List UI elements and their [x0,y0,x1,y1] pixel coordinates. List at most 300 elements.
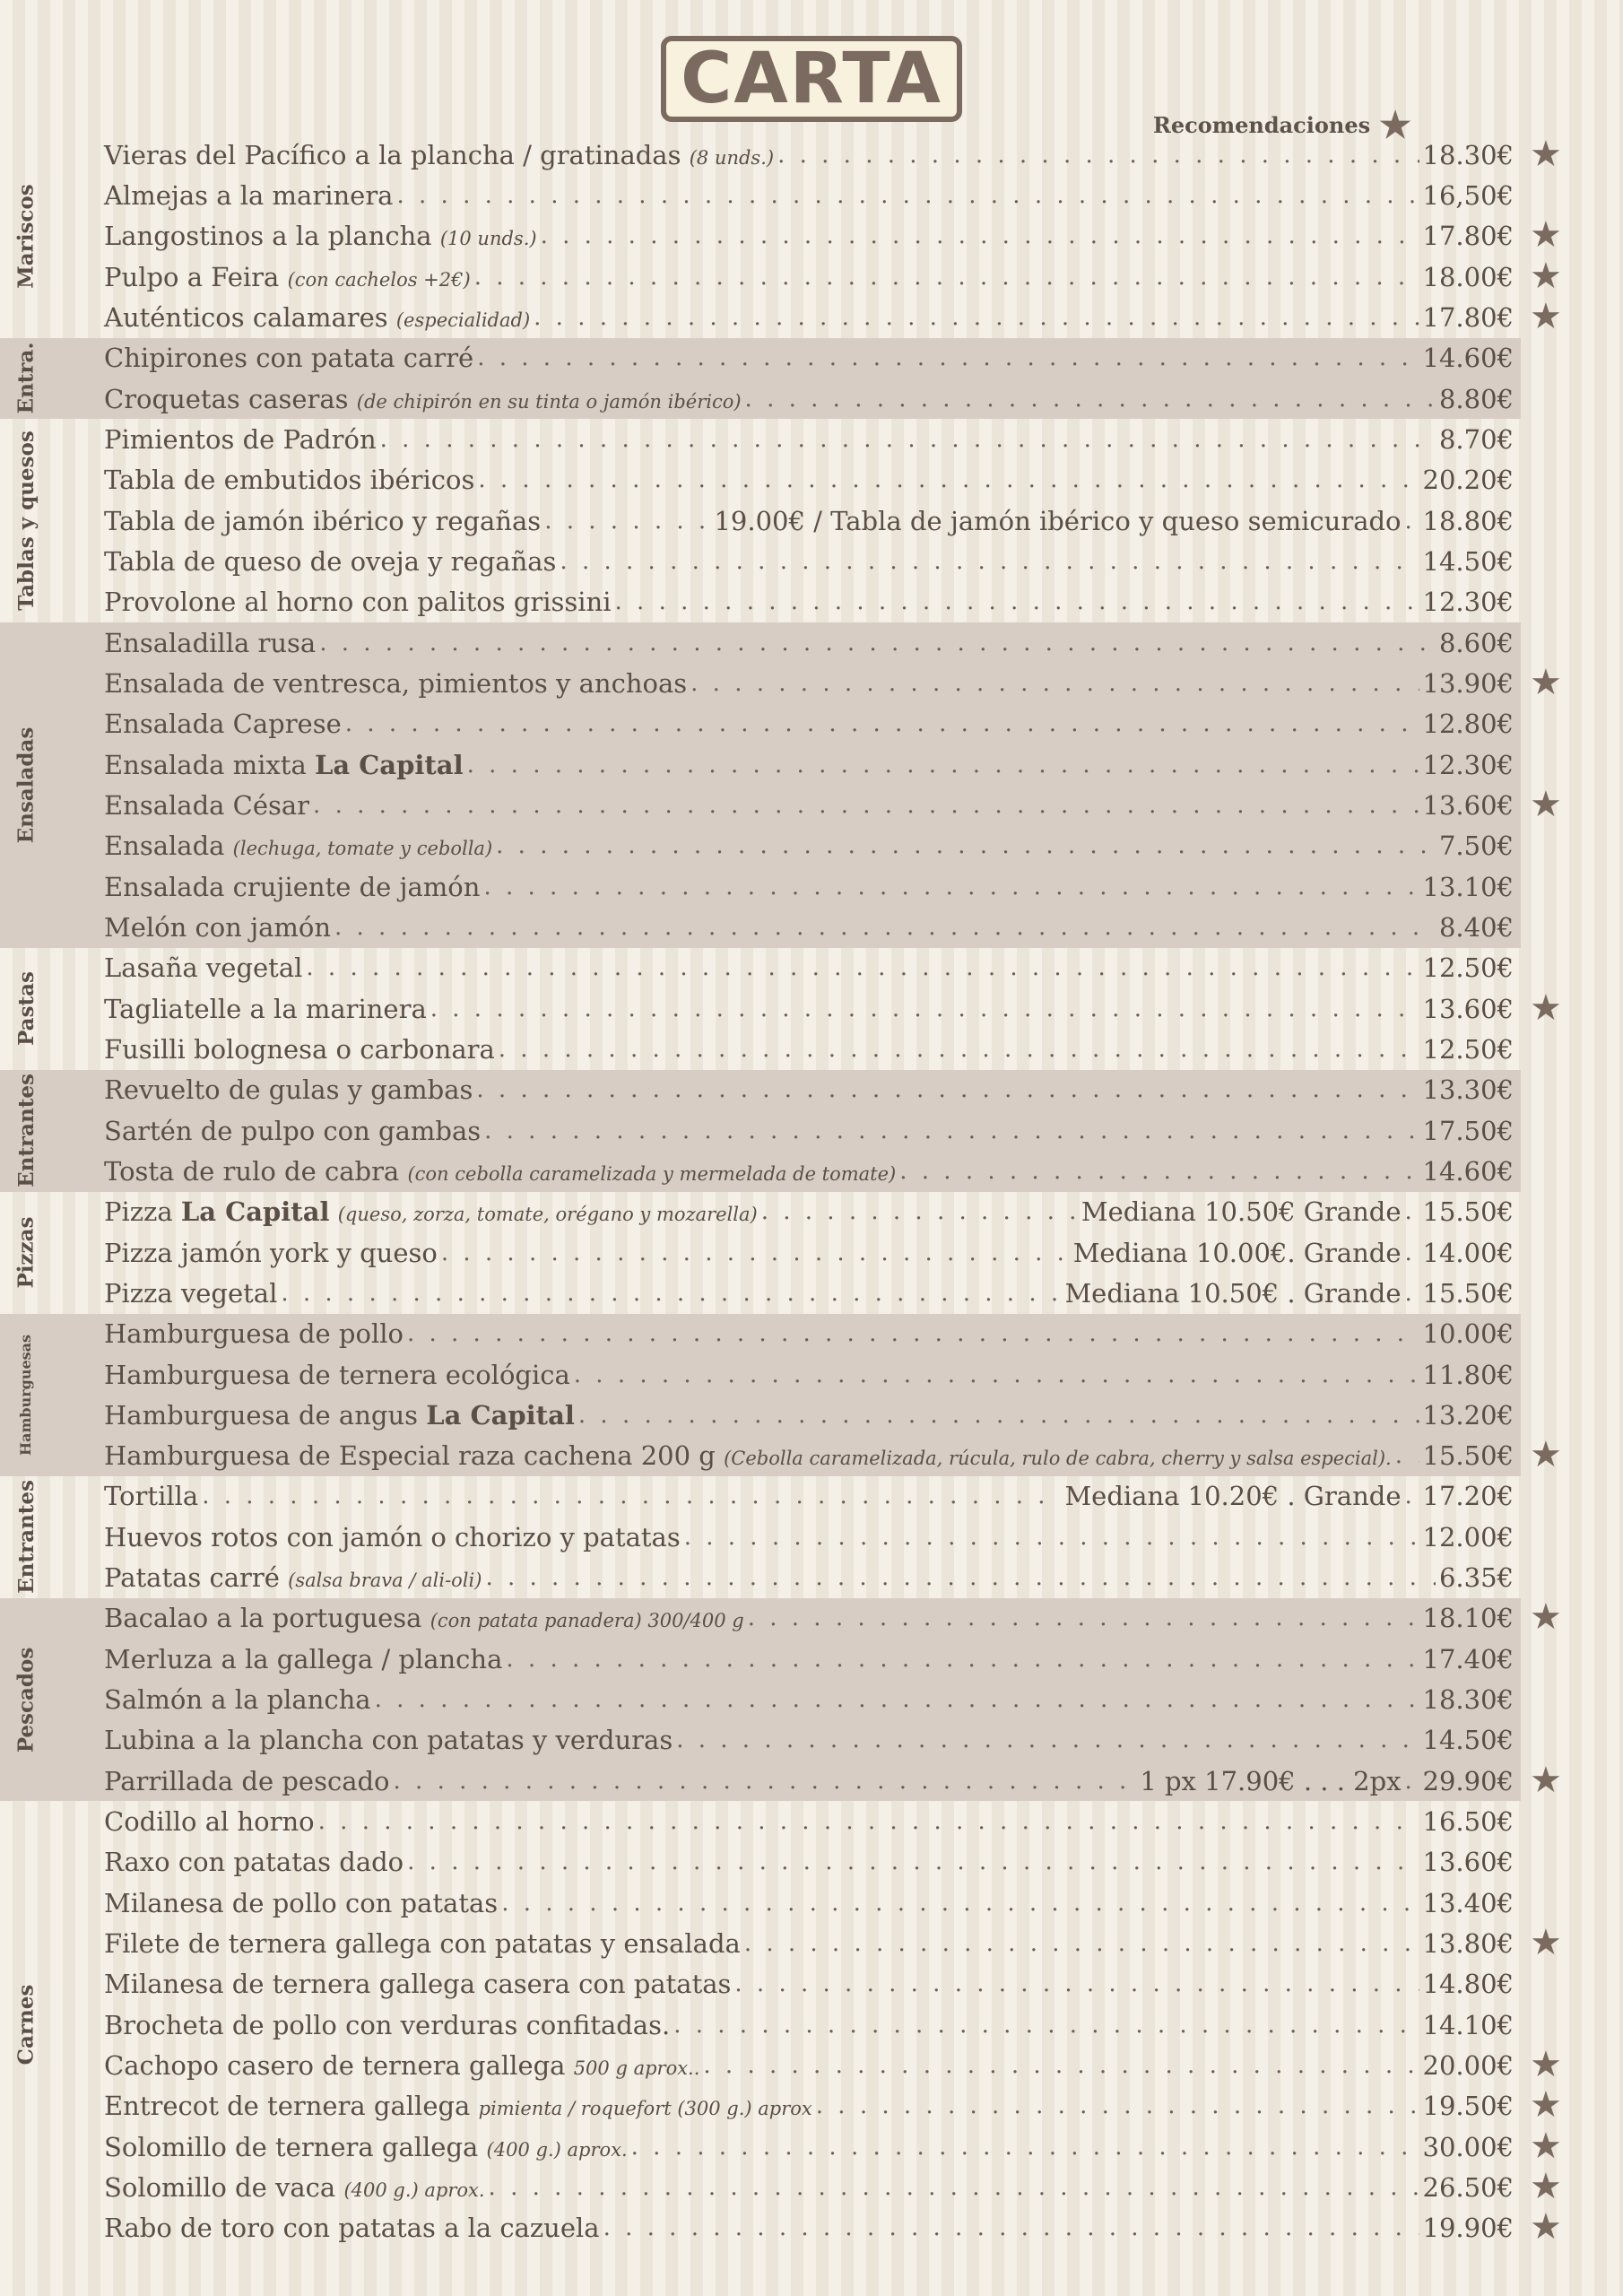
item-name [104,2091,812,2121]
item-name [104,1684,371,1715]
item-name [104,180,393,211]
item-price: 14.50€ [1422,1725,1514,1756]
recommendations-label: Recomendaciones [1152,112,1371,138]
item-price: 13.60€ [1422,993,1514,1024]
item-name [104,587,612,617]
item-brand: La Capital [426,1399,575,1431]
menu-item [0,1557,1521,1597]
item-note: 500 g aprox.. [573,2057,700,2080]
menu-item [0,1883,1521,1923]
dot-leader [534,304,1419,331]
dot-leader [1405,1280,1419,1307]
item-name [104,384,742,414]
dot-leader [319,630,1436,657]
item-note: pimienta / roquefort (300 g.) aprox [478,2098,812,2120]
item-title: Pimientos de Padrón [104,423,377,455]
menu-item [0,907,1521,947]
dot-leader [478,466,1419,493]
item-title: Ensalada crujiente de jamón [104,871,481,902]
star-icon: ★ [1530,1596,1562,1639]
category-name: Pescados [13,1647,39,1752]
item-note: (Cebolla caramelizada, rúcula, rulo de cabra, cherry y salsa especial). [724,1448,1392,1470]
star-icon: ★ [1530,133,1562,175]
menu-item [0,1476,1521,1517]
category-name: Pizzas [13,1216,39,1289]
star-icon: ★ [1530,255,1562,297]
dot-leader [744,1930,1419,1957]
item-name [104,668,687,699]
item-brand: La Capital [314,749,464,780]
item-price: 15.50€ [1422,1440,1514,1472]
dot-leader [334,914,1436,941]
dot-leader [560,548,1419,575]
item-title: Parrillada de pescado [104,1765,390,1796]
item-size-prices: 1 px 17.90€ . . . 2px [1140,1765,1402,1796]
menu-item [0,662,1562,704]
item-title: Solomillo de vaca [104,2172,336,2204]
item-title: Rabo de toro con patatas a la cazuela [104,2213,600,2244]
menu-section [0,1801,1562,2248]
dot-leader [734,1970,1419,1997]
item-price: 20.20€ [1422,465,1514,496]
item-title: Ensalada mixta [104,749,307,780]
item-note: (10 unds.) [439,228,537,250]
item-name [104,343,473,373]
menu-item [0,133,1562,175]
item-price: 18.80€ [1422,505,1514,536]
menu-item [0,1192,1521,1232]
item-price: 14.60€ [1422,1155,1514,1187]
item-price: 7.50€ [1438,831,1514,862]
dot-leader [816,2092,1419,2119]
dot-leader [631,2134,1419,2161]
dot-leader [380,426,1436,453]
item-name [104,1278,277,1309]
menu-item [0,2084,1562,2126]
item-title: Chipirones con patata carré [104,343,474,374]
item-name [104,1928,741,1959]
item-name [104,424,377,455]
category-name: Mariscos [13,184,39,289]
item-price: 14.50€ [1422,545,1514,577]
dot-leader [1405,1198,1419,1225]
item-price: 8.40€ [1438,911,1514,943]
item-name [104,302,530,333]
item-size-prices: Mediana 10.50€ Grande [1081,1196,1402,1228]
item-name [104,952,302,983]
star-icon: ★ [1530,2125,1562,2167]
item-title: Hamburguesa de ternera ecológica [104,1359,570,1390]
item-price: 18.30€ [1422,139,1514,170]
menu-item [0,1273,1521,1313]
menu-item [0,460,1521,500]
item-note: (queso, zorza, tomate, orégano y mozarella) [337,1204,758,1226]
dot-leader [394,1768,1137,1795]
item-title: Patatas carré [104,1562,280,1594]
dot-leader [615,588,1419,615]
item-title: Sartén de pulpo con gambas [104,1115,482,1146]
item-price: 13.60€ [1422,1847,1514,1878]
item-name [104,1806,315,1837]
item-note: (400 g.) aprox. [486,2138,628,2161]
dot-leader [684,1524,1419,1551]
item-name [104,1603,744,1633]
menu-item [0,1110,1521,1151]
item-price: 14.10€ [1422,2009,1514,2040]
item-size-prices: Mediana 10.00€. Grande [1072,1237,1402,1268]
menu-item [0,419,1521,459]
item-name [104,1725,673,1755]
menu-item [0,1232,1521,1273]
item-name [104,1318,404,1349]
item-price: 12.30€ [1422,749,1514,780]
item-size-prices: Mediana 10.50€ . Grande [1064,1277,1402,1309]
item-title: Provolone al horno con palitos grissini [104,587,612,618]
item-name [104,1074,473,1105]
item-price: 14.80€ [1422,1969,1514,2000]
dot-leader [1405,1768,1419,1795]
item-price: 13.80€ [1422,1928,1514,1960]
menu-item [0,255,1562,297]
dot-leader [544,508,710,535]
menu-item [0,622,1521,663]
item-price: 17.80€ [1422,301,1514,333]
item-title: Hamburguesa de Especial raza cachena 200 g [104,1440,716,1472]
item-title: Melón con jamón [104,911,331,943]
star-icon: ★ [1530,214,1562,257]
item-title: Milanesa de pollo con patatas [104,1887,499,1918]
item-name [104,546,556,577]
item-name [104,2213,600,2243]
item-price: 10.00€ [1422,1318,1514,1350]
item-price: 12.50€ [1422,952,1514,984]
item-name [104,2010,670,2040]
item-title: Lasaña vegetal [104,952,303,984]
item-name [104,1116,481,1146]
item-title: Fusilli bolognesa o carbonara [104,1033,495,1065]
star-icon: ★ [1530,2206,1562,2248]
menu-item [0,826,1521,866]
dot-leader [496,832,1436,859]
menu-item [0,1842,1521,1883]
item-note: (con cebolla caramelizada y mermelada de tomate) [407,1162,897,1185]
menu-item [0,1151,1521,1191]
dot-leader [202,1483,1061,1509]
item-note: (de chipirón en su tinta o jamón ibérico) [356,390,742,413]
dot-leader [407,1320,1419,1347]
item-title: Vieras del Pacífico a la plancha / gratinadas [104,139,681,170]
item-title: Raxo con patatas dado [104,1847,404,1878]
item-name [104,1196,758,1227]
item-price: 12.00€ [1422,1521,1514,1552]
item-price: 12.50€ [1422,1033,1514,1065]
menu-item [0,2166,1562,2208]
item-title: Huevos rotos con jamón o chorizo y patatas [104,1521,681,1552]
item-name [104,912,331,943]
item-title: Pizza jamón york y queso [104,1237,438,1268]
dot-leader [603,2214,1419,2241]
menu-item [0,1434,1562,1476]
item-title: Langostinos a la plancha [104,221,432,252]
menu-item [0,1801,1521,1841]
item-title: Cachopo casero de ternera gallega [104,2050,566,2082]
item-price: 18.30€ [1422,1684,1514,1716]
dot-leader [407,1848,1419,1875]
dot-leader [899,1158,1419,1185]
dot-leader [506,1646,1419,1673]
menu-section [0,1192,1521,1314]
star-icon: ★ [1530,1759,1562,1801]
menu-item [0,744,1521,785]
menu-section [0,419,1521,622]
category-name: Pastas [13,971,39,1047]
menu-item [0,866,1521,907]
item-title: Lubina a la plancha con patatas y verduras [104,1725,673,1756]
item-title: Ensalada [104,831,225,862]
menu-section [0,622,1562,948]
item-title: Tabla de queso de oveja y regañas [104,545,557,577]
dot-leader [430,996,1419,1022]
item-price: 8.80€ [1438,383,1514,414]
star-icon: ★ [1530,296,1562,338]
dot-leader [777,142,1419,169]
item-name [104,2172,485,2203]
category-name: Entrantes [13,1074,39,1187]
dot-leader [578,1402,1419,1429]
item-price: 12.80€ [1422,709,1514,740]
star-icon: ★ [1530,662,1562,704]
star-icon: ★ [1530,2044,1562,2086]
item-title: Croquetas caseras [104,383,349,414]
item-brand: La Capital [180,1196,330,1228]
item-price: 17.40€ [1422,1643,1514,1674]
item-name [104,1360,570,1390]
item-price: 6.35€ [1438,1562,1514,1594]
dot-leader [477,344,1419,371]
item-name [104,140,774,170]
item-title: Ensalada Caprese [104,709,342,740]
item-title: Ensaladilla rusa [104,627,317,658]
item-price: 18.10€ [1422,1603,1514,1634]
dot-leader [476,1076,1419,1103]
menu-item [0,296,1562,338]
menu-item [0,1596,1562,1639]
star-icon: ★ [1530,987,1562,1029]
item-note: (salsa brava / ali-oli) [288,1570,482,1592]
item-price: 11.80€ [1422,1359,1514,1390]
item-price: 13.40€ [1422,1887,1514,1918]
item-name [104,628,316,658]
dot-leader [318,1808,1419,1835]
item-title: Entrecot de ternera gallega [104,2091,471,2122]
item-name [104,2050,699,2081]
item-price: 15.50€ [1422,1196,1514,1228]
item-title: Pulpo a Feira [104,261,280,292]
item-price: 17.20€ [1422,1481,1514,1512]
category-name: Hamburguesas [17,1334,35,1456]
menu-item [0,1029,1521,1069]
dot-leader [761,1198,1078,1225]
menu-item [0,1354,1521,1395]
dot-leader [541,222,1419,249]
dot-leader [1405,508,1419,535]
item-title: Bacalao a la portuguesa [104,1603,422,1634]
item-title: Codillo al horno [104,1806,315,1838]
item-price: 16,50€ [1422,179,1514,211]
title-box [661,36,962,122]
item-title: Milanesa de ternera gallega casera con patatas [104,1969,732,2000]
item-price: 17.50€ [1422,1115,1514,1146]
menu-section [0,338,1521,420]
item-name [104,1400,575,1431]
item-title: Filete de ternera gallega con patatas y ensalada [104,1928,741,1960]
category-name: Entra. [13,343,39,414]
item-name [104,709,342,739]
star-icon: ★ [1379,104,1411,146]
item-price: 13.90€ [1422,667,1514,699]
item-price: 14.60€ [1422,343,1514,374]
item-name [104,1888,498,1918]
item-title: Hamburguesa de pollo [104,1318,404,1350]
menu-item [0,704,1521,744]
menu-item [0,783,1562,825]
item-name [104,2132,628,2162]
item-title: Solomillo de ternera gallega [104,2131,479,2162]
item-title: Tabla de jamón ibérico y regañas [104,505,542,536]
dot-leader [485,1564,1436,1591]
item-name [104,1766,390,1796]
dot-leader [474,264,1419,291]
dot-leader [745,386,1436,413]
menu-item [0,1922,1562,1964]
item-price: 20.00€ [1422,2050,1514,2082]
item-name [104,221,537,251]
dot-leader [396,182,1419,209]
item-note: (con cachelos +2€) [287,268,471,291]
dot-leader [574,1361,1419,1388]
category-name: Tablas y quesos [13,430,39,611]
item-title: Brocheta de pollo con verduras confitadas. [104,2009,671,2040]
item-name [104,506,541,536]
menu-item [0,2044,1562,2086]
menu-item [0,378,1521,419]
menu-section [0,1314,1562,1476]
star-icon: ★ [1530,2084,1562,2126]
menu-item [0,948,1521,988]
item-title: Tabla de embutidos ibéricos [104,465,475,496]
item-price: 13.10€ [1422,871,1514,902]
item-title: Pizza [104,1196,173,1228]
menu-list [0,135,1623,2248]
item-price: 13.20€ [1422,1399,1514,1431]
item-title: Pizza vegetal [104,1277,278,1309]
menu-section [0,133,1562,338]
dot-leader [281,1280,1061,1307]
menu-item [0,338,1521,378]
item-name [104,750,464,780]
item-price: 29.90€ [1422,1765,1514,1796]
dot-leader [1405,1483,1419,1509]
item-price: 16.50€ [1422,1806,1514,1838]
item-price: 19.50€ [1422,2091,1514,2122]
dot-leader [690,670,1419,697]
item-name [104,1440,1392,1471]
menu-item [0,1720,1521,1761]
dot-leader [673,2012,1419,2039]
item-name [104,1522,681,1552]
menu-item [0,500,1521,541]
menu-item [0,1517,1521,1557]
dot-leader [306,954,1419,981]
item-title: Hamburguesa de angus [104,1399,419,1431]
menu-item [0,1070,1521,1110]
star-icon: ★ [1530,1434,1562,1476]
item-title: Almejas a la marinera [104,179,394,211]
category-name: Ensaladas [13,726,39,844]
item-price: 8.60€ [1438,627,1514,658]
item-name [104,1644,502,1674]
dot-leader [313,792,1419,819]
dot-leader [489,2174,1419,2201]
menu-section [0,948,1562,1070]
menu-section [0,1070,1521,1192]
menu-item [0,2206,1562,2248]
item-price: 13.30€ [1422,1074,1514,1106]
item-note: (400 g.) aprox. [343,2179,485,2202]
item-note: (8 unds.) [689,146,775,169]
item-name [104,994,427,1024]
dot-leader [483,874,1419,900]
dot-leader [467,752,1419,778]
menu-item [0,1964,1521,2005]
dot-leader [345,710,1419,737]
item-price: 19.90€ [1422,2213,1514,2244]
menu-item [0,214,1562,257]
item-title: Ensalada César [104,789,310,821]
item-title: Tosta de rulo de cabra [104,1155,400,1187]
item-name [104,1481,198,1511]
item-price: 17.80€ [1422,221,1514,252]
category-name: Entrantes [13,1480,39,1595]
dot-leader [441,1239,1070,1266]
menu-item [0,1314,1521,1354]
dot-leader [1395,1442,1419,1469]
star-icon: ★ [1530,1922,1562,1964]
item-title: Ensalada de ventresca, pimientos y anchoas [104,667,688,699]
dot-leader [501,1890,1419,1917]
item-price: 18.00€ [1422,261,1514,292]
menu-item [0,541,1521,581]
item-name [104,1562,482,1593]
item-size-prices: Mediana 10.20€ . Grande [1064,1481,1402,1512]
menu-section [0,1596,1562,1802]
item-price: 26.50€ [1422,2172,1514,2204]
item-name [104,1238,438,1268]
menu-section [0,1476,1521,1598]
item-name [104,872,480,902]
menu-item [0,2005,1521,2045]
menu-item [0,1395,1521,1435]
item-price: 30.00€ [1422,2131,1514,2162]
item-price: 12.30€ [1422,587,1514,618]
menu-item [0,582,1521,622]
menu-item [0,1639,1521,1679]
dot-leader [499,1036,1419,1063]
menu-item [0,175,1521,215]
item-name [104,790,309,821]
item-note: (lechuga, tomate y cebolla) [232,838,493,860]
item-title: Tagliatelle a la marinera [104,993,427,1024]
